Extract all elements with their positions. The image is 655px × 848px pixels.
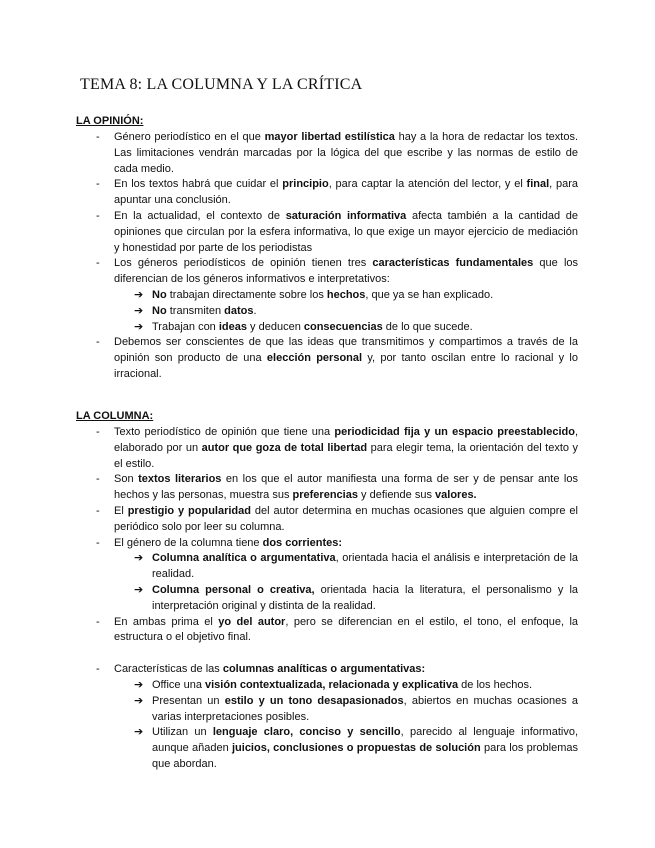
bullet-item: [96, 504, 578, 536]
text-run: .: [253, 304, 257, 317]
text-run: , orientada hacia el análisis e interpretación de la realidad.: [152, 552, 579, 581]
bullet-text: [114, 130, 578, 177]
text-run: para los problemas que abordan.: [152, 742, 578, 770]
bold-text: preferencias: [292, 489, 358, 502]
arrow-icon: ➔: [134, 552, 144, 565]
bullet-text: [114, 209, 578, 256]
bold-text: principio: [282, 178, 329, 191]
arrow-icon: ➔: [134, 678, 144, 691]
sub-bullet-item: [114, 694, 578, 726]
arrow-icon: ➔: [134, 726, 144, 739]
sub-bullet-item: [114, 678, 578, 694]
arrow-icon: ➔: [134, 694, 144, 707]
bullet-text: [114, 335, 578, 382]
bullet-item: [96, 536, 578, 615]
bold-text: No: [152, 304, 167, 317]
text-run: hay a la hora de redactar los textos. Las limitaciones vendrán marcadas por la lógica del que escribe y las normas de estilo de cada medio.: [114, 131, 579, 175]
text-run: Presentan un: [152, 694, 225, 707]
bullet-item: [96, 256, 578, 335]
text-run: trabajan directamente sobre los: [166, 288, 327, 301]
bullet-item: [96, 425, 578, 472]
bold-text: saturación informativa: [285, 209, 407, 222]
bold-text: datos: [224, 304, 254, 317]
text-run: orientada hacia la literatura, el personalismo y la interpretación original y distinta de la realidad.: [152, 583, 579, 612]
sub-bullet-item: [114, 583, 578, 615]
text-run: que los diferencian de los géneros informativos e interpretativos:: [114, 257, 579, 286]
text-run: , pero se diferencian en el estilo, el tono, el enfoque, la estructura o el objetivo final.: [114, 615, 579, 644]
bullet-item: [96, 209, 578, 256]
text-run: En la actualidad, el contexto de: [114, 209, 286, 222]
text-run: , para apuntar una conclusión.: [114, 178, 578, 207]
bullet-text: [114, 662, 578, 678]
bold-text: No: [152, 288, 167, 301]
text-run: , parecido al lenguaje informativo, aunque añaden: [152, 726, 579, 755]
text-run: Trabajan con: [152, 320, 219, 333]
bold-text: textos literarios: [138, 473, 222, 486]
text-run: , para captar la atención del lector, y el: [328, 178, 527, 191]
text-run: y defiende sus: [357, 489, 436, 502]
bullet-item: [96, 130, 578, 177]
bold-text: prestigio y popularidad: [127, 504, 251, 517]
section-list-columna: [96, 425, 578, 773]
text-run: Son: [114, 473, 139, 486]
bold-text: autor que goza de total libertad: [201, 441, 368, 454]
text-run: Los géneros periodísticos de opinión tienen tres: [114, 257, 373, 270]
text-run: transmiten: [166, 304, 225, 317]
page-title: TEMA 8: LA COLUMNA Y LA CRÍTICA: [80, 76, 363, 93]
arrow-icon: ➔: [134, 288, 144, 301]
arrow-icon: ➔: [134, 304, 144, 317]
text-run: en los que el autor manifiesta una forma de ser y de pensar ante los hechos y las personas, muestra sus: [114, 473, 578, 502]
text-run: afecta también a la cantidad de opiniones que circulan por la esfera informativa, lo que exige un mayor ejercicio de mediación y honestidad por parte de los periodistas: [114, 209, 578, 254]
arrow-icon: ➔: [134, 320, 144, 333]
bold-text: ideas: [218, 320, 247, 333]
bold-text: hechos: [326, 288, 366, 301]
text-run: Utilizan un: [152, 726, 213, 739]
section-heading-columna: LA COLUMNA:: [76, 410, 154, 422]
text-run: de lo que sucede.: [382, 320, 473, 333]
bullet-item: [96, 662, 578, 773]
bullet-text: [114, 256, 578, 288]
bold-text: Columna personal o creativa,: [152, 583, 315, 596]
bullet-item: [96, 335, 578, 382]
arrow-icon: ➔: [134, 583, 144, 596]
text-run: Office una: [152, 678, 205, 691]
bullet-text: [114, 177, 578, 209]
sub-bullet-item: [114, 551, 578, 583]
bold-text: dos corrientes:: [262, 536, 343, 549]
sub-list: [114, 551, 578, 614]
text-run: El: [114, 504, 128, 517]
bold-text: elección personal: [266, 352, 363, 365]
text-run: y deducen: [247, 320, 304, 333]
sub-list: [114, 288, 578, 335]
text-run: , elaborado por un: [114, 426, 578, 454]
sub-list: [114, 678, 578, 773]
bullet-item: [96, 177, 578, 209]
bullet-item: [96, 472, 578, 504]
text-run: para elegir tema, la orientación del texto y el estilo.: [114, 441, 579, 470]
sub-bullet-item: [114, 304, 578, 320]
section-list-opinion: [96, 130, 578, 383]
list-spacer: [96, 646, 578, 662]
text-run: En los textos habrá que cuidar el: [114, 178, 283, 191]
text-run: , abiertos en muchas ocasiones a varias interpretaciones posibles.: [152, 694, 579, 723]
text-run: En ambas prima el: [114, 615, 219, 628]
text-run: El género de la columna tiene: [114, 536, 263, 549]
bold-text: final: [526, 178, 550, 191]
sub-bullet-item: [114, 725, 578, 772]
text-run: Características de las: [114, 663, 223, 676]
text-run: Texto periodístico de opinión que tiene una: [114, 426, 335, 438]
bullet-text: [114, 504, 578, 536]
bullet-text: [114, 425, 578, 472]
bullet-item: [96, 615, 578, 647]
bullet-text: [114, 615, 578, 647]
bold-text: mayor libertad estilística: [264, 131, 395, 143]
bold-text: consecuencias: [303, 320, 383, 333]
bold-text: periodicidad fija y un espacio preestablecido: [334, 426, 575, 438]
text-run: Debemos ser conscientes de que las ideas que transmitimos y compartimos a través de la opinión son producto de una: [114, 336, 578, 365]
text-run: del autor determina en muchas ocasiones que alguien compre el periódico solo por leer su columna.: [114, 504, 578, 533]
bold-text: lenguaje claro, conciso y sencillo: [212, 726, 401, 739]
text-run: , que ya se han explicado.: [365, 288, 494, 301]
sub-bullet-item: [114, 320, 578, 336]
text-run: y, por tanto oscilan entre lo racional y lo irracional.: [114, 352, 578, 380]
bullet-text: [114, 472, 578, 504]
bullet-text: [114, 536, 578, 552]
section-heading-opinion: LA OPINIÓN:: [76, 115, 144, 127]
bold-text: valores.: [435, 489, 477, 502]
bold-text: Columna analítica o argumentativa: [152, 552, 336, 565]
bold-text: yo del autor: [218, 615, 286, 628]
bold-text: visión contextualizada, relacionada y explicativa: [205, 678, 459, 691]
text-run: Género periodístico en el que: [114, 131, 265, 143]
sub-bullet-item: [114, 288, 578, 304]
bold-text: juicios, conclusiones o propuestas de solución: [231, 742, 481, 755]
text-run: de los hechos.: [458, 678, 533, 691]
bold-text: características fundamentales: [372, 257, 534, 270]
bold-text: columnas analíticas o argumentativas:: [222, 663, 426, 676]
bold-text: estilo y un tono desapasionados: [224, 694, 404, 707]
